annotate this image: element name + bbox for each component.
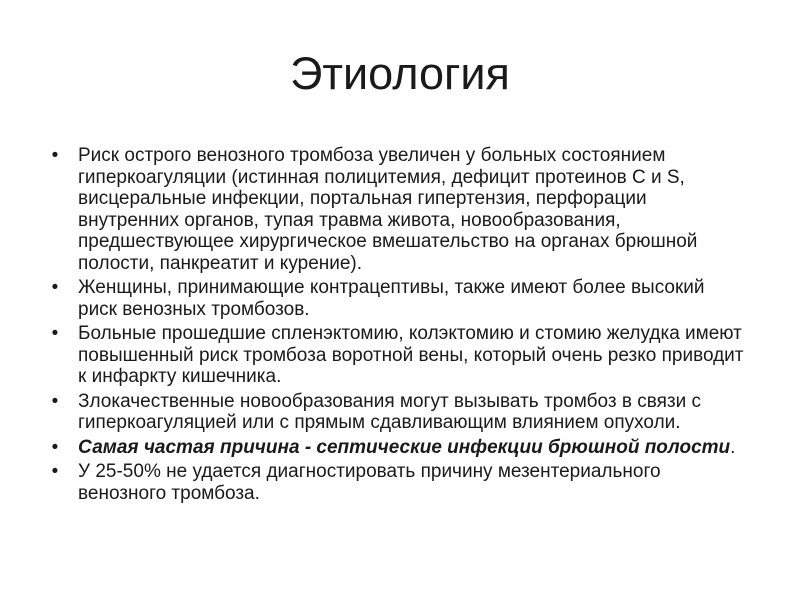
bullet-text: У 25-50% не удается диагностировать причину мезентериального венозного тромбоза. xyxy=(78,461,661,504)
bullet-icon: • xyxy=(51,277,59,298)
bullet-item xyxy=(48,461,748,504)
bullet-text: Риск острого венозного тромбоза увеличен у больных состоянием гиперкоагуляции (истинная полицитемия, дефицит протеинов C и S, висцеральные инфекции, портальная гипертензия, перфорации внутренних органов, тупая травма живота, новообразования, предшествующее хирургическое вмешательство на органах брюшной полости, панкреатит и курение). xyxy=(78,145,698,274)
bullet-item xyxy=(48,323,748,388)
bullet-icon: • xyxy=(51,145,59,166)
bullet-text: Злокачественные новообразования могут вызывать тромбоз в связи с гиперкоагуляцией или с прямым сдавливающим влиянием опухоли. xyxy=(78,390,702,433)
bullet-item xyxy=(48,391,748,434)
bullet-item-emphasis xyxy=(48,437,748,459)
bullet-icon: • xyxy=(51,436,59,458)
slide-title: Этиология xyxy=(290,48,510,99)
bullet-text-emphasis: Самая частая причина - септические инфекции брюшной полости xyxy=(78,436,731,458)
bullet-list xyxy=(48,145,748,507)
bullet-icon: • xyxy=(51,323,59,344)
bullet-item xyxy=(48,277,748,320)
bullet-icon: • xyxy=(51,390,59,412)
bullet-text: Женщины, принимающие контрацептивы, также имеют более высокий риск венозных тромбозов. xyxy=(78,277,705,320)
bullet-item xyxy=(48,145,748,274)
bullet-icon: • xyxy=(51,461,59,482)
bullet-text: Больные прошедшие спленэктомию, колэктомию и стомию желудка имеют повышенный риск тромбоза воротной вены, который очень резко приводит к инфаркту кишечника. xyxy=(78,323,744,387)
bullet-trailing-period: . xyxy=(730,436,736,458)
